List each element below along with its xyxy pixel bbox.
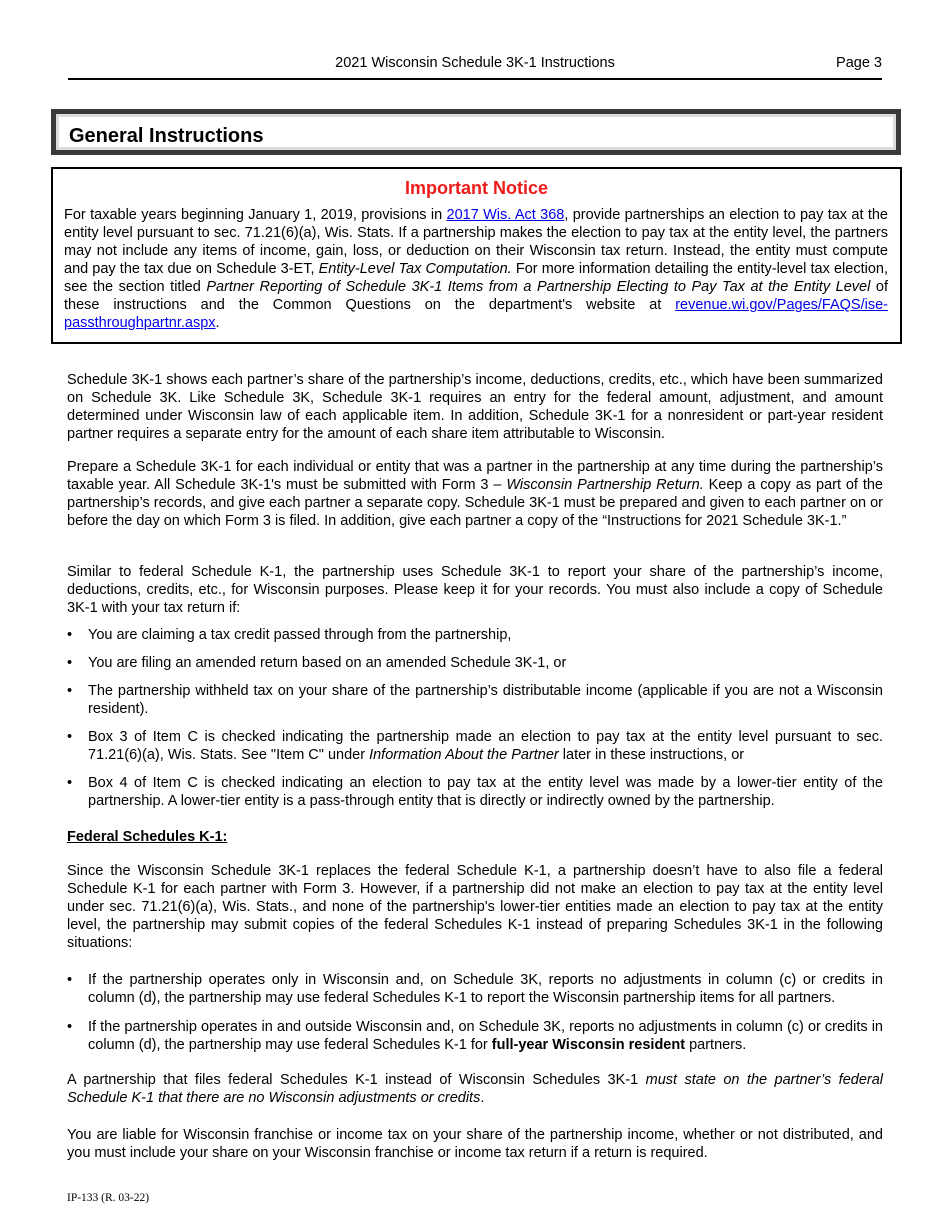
- paragraph-3: Similar to federal Schedule K-1, the partnership uses Schedule 3K-1 to report your share of the partnership’s income, deductions, credits, etc., for Wisconsin purposes. Please keep it for your records. You must also include a copy of Schedule 3K-1 with your tax return if:: [67, 564, 883, 616]
- notice-heading: Important Notice: [404, 178, 548, 198]
- list-item: • If the partnership operates in and outside Wisconsin and, on Schedule 3K, reports no adjustments in column (c) or credits in column (d), the partnership may use federal Schedules K-1 for full-year Wisconsin resident partners.: [67, 1019, 883, 1053]
- bullet-list-2: [67, 971, 883, 1054]
- list-item: • Box 4 of Item C is checked indicating an election to pay tax at the entity level was made by a lower-tier entity of the partnership. A lower-tier entity is a pass-through entity that is directly or indirectly owned by the partnership.: [67, 775, 883, 809]
- bullet-icon: •: [67, 655, 73, 671]
- list-item: • Box 3 of Item C is checked indicating the partnership made an election to pay tax at the entity level pursuant to sec. 71.21(6)(a), Wis. Stats. See "Item C" under Information About the Partner later in these instructions, or: [67, 729, 883, 763]
- form-number-footer: IP-133 (R. 03-22): [67, 1192, 150, 1204]
- bullet-icon: •: [67, 1019, 73, 1035]
- bullet-icon: •: [67, 627, 73, 643]
- document-title: 2021 Wisconsin Schedule 3K-1 Instructions: [335, 55, 615, 71]
- section-title: General Instructions: [69, 125, 264, 147]
- bullet-list-1: [67, 626, 883, 810]
- list-item: • If the partnership operates only in Wisconsin and, on Schedule 3K, reports no adjustments in column (c) or credits in column (d), the partnership may use federal Schedules K-1 to report the Wisconsin partnership items for all partners.: [67, 972, 883, 1006]
- page-number: Page 3: [836, 55, 882, 71]
- list-item: • The partnership withheld tax on your share of the partnership’s distributable income (applicable if you are not a Wisconsin resident).: [67, 683, 883, 717]
- paragraph-6: You are liable for Wisconsin franchise or income tax on your share of the partnership income, whether or not distributed, and you must include your share on your Wisconsin franchise or income tax return if a return is required.: [67, 1127, 883, 1161]
- section-title-box: [51, 109, 901, 155]
- paragraph-4: Since the Wisconsin Schedule 3K-1 replaces the federal Schedule K-1, a partnership doesn’t have to also file a federal Schedule K-1 for each partner with Form 3. However, if a partnership did not make an election to pay tax at the entity level under sec. 71.21(6)(a), Wis. Stats., and none of the partnership's lower-tier entities made an election to pay tax at the entity level, the partnership may submit copies of the federal Schedules K-1 instead of preparing Schedules 3K-1 in the following situations:: [67, 863, 883, 951]
- federal-schedules-heading: Federal Schedules K-1:: [67, 829, 228, 845]
- bullet-icon: •: [67, 729, 73, 745]
- paragraph-2: Prepare a Schedule 3K-1 for each individual or entity that was a partner in the partnership at any time during the partnership’s taxable year. All Schedule 3K-1's must be submitted with Form 3 – Wisconsin Partnership Return. Keep a copy as part of the partnership’s records, and give each partner a separate copy. Schedule 3K-1 must be prepared and given to each partner on or before the day on which Form 3 is filed. In addition, give each partner a copy of the “Instructions for 2021 Schedule 3K-1.”: [67, 459, 883, 529]
- list-item: • You are filing an amended return based on an amended Schedule 3K-1, or: [67, 655, 567, 671]
- page-header: [68, 54, 882, 80]
- notice-text: For taxable years beginning January 1, 2019, provisions in 2017 Wis. Act 368, provide partnerships an election to pay tax at the entity level pursuant to sec. 71.21(6)(a), Wis. Stats. If a partnership makes the election to pay tax at the entity level, the partners may not include any items of income, gain, loss, or deduction on their Wisconsin tax return. Instead, the entity must compute and pay the tax due on Schedule 3-ET, Entity-Level Tax Computation. For more information detailing the entity-level tax election, see the section titled Partner Reporting of Schedule 3K-1 Items from a Partnership Electing to Pay Tax at the Entity Level of these instructions and the Common Questions on the department's website at revenue.wi.gov/Pages/FAQS/ise-passthroughpartnr.aspx.: [64, 207, 888, 331]
- paragraph-5: A partnership that files federal Schedules K-1 instead of Wisconsin Schedules 3K-1 must state on the partner’s federal Schedule K-1 that there are no Wisconsin adjustments or credits.: [67, 1072, 884, 1106]
- bullet-icon: •: [67, 775, 73, 791]
- paragraph-1: Schedule 3K-1 shows each partner’s share of the partnership’s income, deductions, credits, etc., which have been summarized on Schedule 3K. Like Schedule 3K, Schedule 3K-1 requires an entry for the federal amount, adjustment, and amount determined under Wisconsin law of each applicable item. In addition, Schedule 3K-1 for a nonresident or part-year resident partner requires a separate entry for the amount of each share item attributable to Wisconsin.: [67, 372, 883, 442]
- faq-website-link[interactable]: revenue.wi.gov/Pages/FAQS/ise-passthroughpartnr.aspx: [64, 297, 888, 331]
- list-item: • You are claiming a tax credit passed through from the partnership,: [67, 627, 512, 643]
- act-368-link[interactable]: 2017 Wis. Act 368: [446, 207, 565, 223]
- bullet-icon: •: [67, 683, 73, 699]
- bullet-icon: •: [67, 972, 73, 988]
- important-notice-box: [51, 167, 902, 344]
